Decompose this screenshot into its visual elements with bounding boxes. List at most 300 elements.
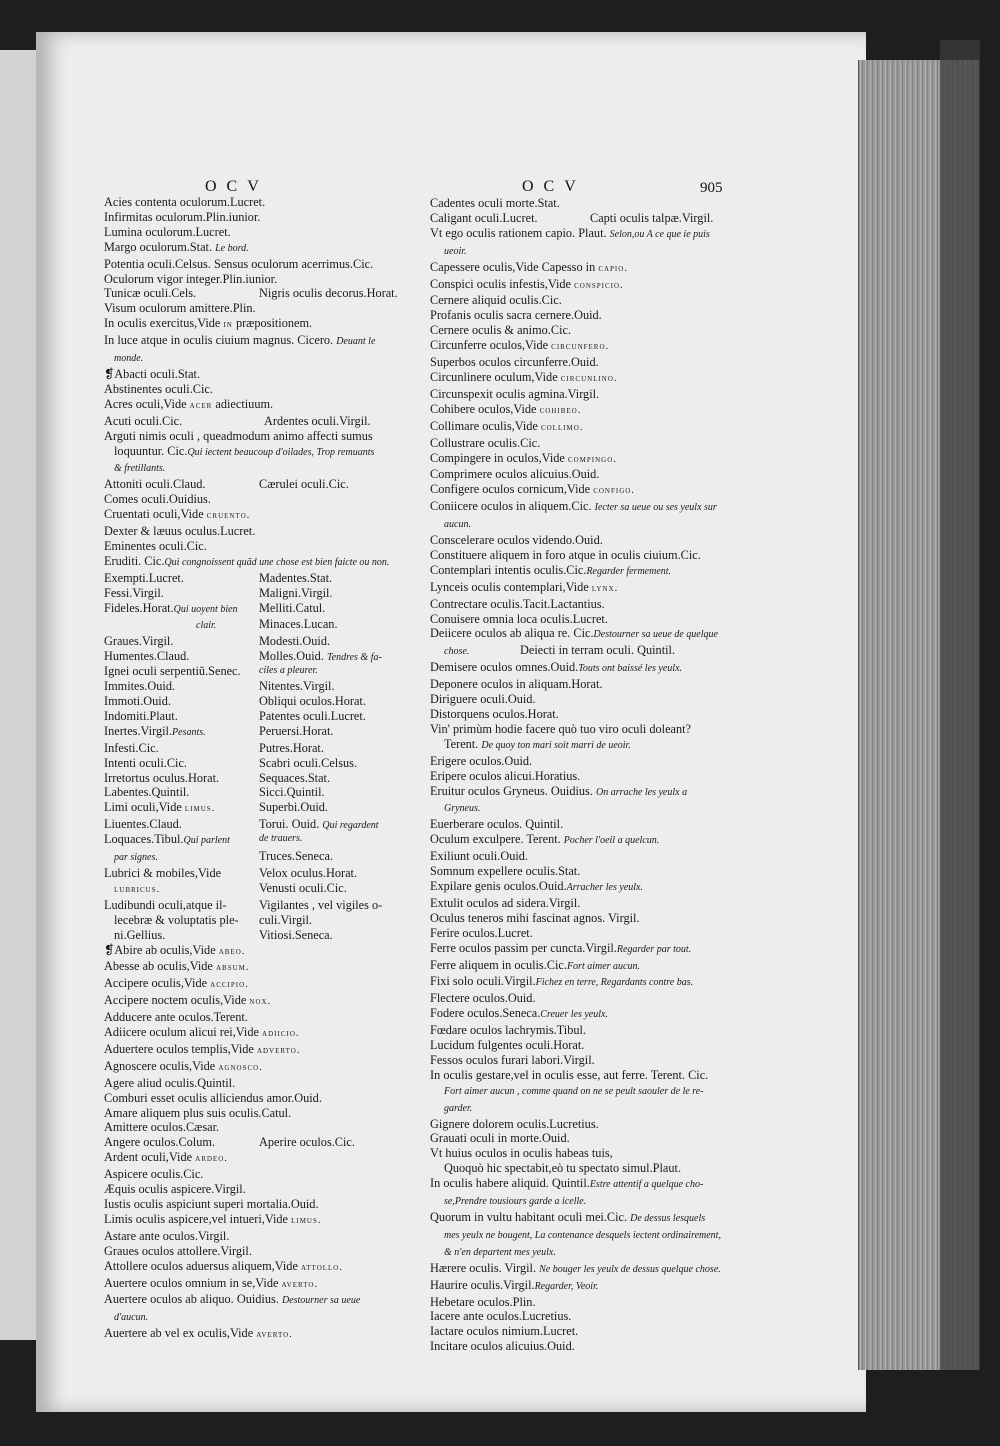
- entry-text: Limi oculi,Vide: [104, 800, 182, 815]
- entry-superbos: Superbos oculos circunferre.Ouid.: [430, 355, 599, 370]
- french-gloss: Qui uoyent bien: [173, 603, 238, 615]
- entry-text: Adiicere oculum alicui rei,Vide: [104, 1025, 259, 1040]
- french-gloss: & fretillants.: [114, 463, 166, 475]
- entry-text: Irretortus oculus.Horat.: [104, 770, 220, 785]
- cross-ref: ardeo.: [195, 1153, 228, 1165]
- entry-quorum: [430, 1210, 730, 1227]
- entry-cernere-animo: Cernere oculis & animo.Cic.: [430, 323, 572, 338]
- entry-haerere: [430, 1261, 730, 1278]
- entry-text: Torui. Ouid.: [259, 817, 320, 832]
- french-gloss: Qui iectent beaucoup d'oilades, Trop remuants: [187, 446, 375, 458]
- french-gloss: Deuant le: [336, 336, 376, 348]
- cross-ref: circunfero.: [551, 341, 610, 353]
- entry-text: Intenti oculi.Cic.: [104, 755, 187, 770]
- entry-cruentati: [104, 507, 424, 524]
- french-gloss: De quoy ton mari soit marri de ueoir.: [481, 739, 631, 751]
- french-gloss: monde.: [114, 353, 144, 365]
- entry-text: Collimare oculis,Vide: [430, 418, 538, 433]
- entry-compingere: [430, 451, 730, 468]
- entry-constituere: Constituere aliquem in foro atque in oculis ciuium.Cic.: [430, 547, 701, 562]
- entry-accipere-noctem: [104, 993, 424, 1010]
- cross-ref: nox.: [249, 996, 272, 1008]
- entry-text: Acres oculi,Vide: [104, 396, 187, 411]
- entry-text: Inertes.Virgil.: [104, 723, 173, 738]
- entry-limi: [104, 800, 424, 817]
- entry-coniicere: [430, 499, 730, 516]
- entry-text: Labentes.Quintil.: [104, 785, 190, 800]
- entry-text: Fessi.Virgil.: [104, 585, 164, 600]
- entry-astare: Astare ante oculos.Virgil.: [104, 1228, 230, 1243]
- entry-aequis: Æquis oculis aspicere.Virgil.: [104, 1182, 246, 1197]
- entry-text: Melliti.Catul.: [259, 600, 326, 615]
- entry-text: Compingere in oculos,Vide: [430, 450, 565, 465]
- french-gloss: Fort aimer aucun , comme quand on ne se peult saouler de le re-: [444, 1085, 704, 1097]
- entry-ferre: [430, 941, 730, 958]
- entry-vigor: Oculorum vigor integer.Plin.iunior.: [104, 271, 278, 286]
- entry-text: Attollere oculos aduersus aliquem,Vide: [104, 1258, 298, 1273]
- entry-text: Ferre aliquem in oculis.Cic.: [430, 957, 567, 972]
- entry-acuti: [104, 414, 424, 429]
- entry-text: Capessere oculis,Vide Capesso in: [430, 259, 596, 274]
- entry-text: lecebræ & voluptatis ple-: [114, 912, 239, 927]
- french-gloss: Selon,ou A ce que ie puis: [609, 228, 710, 240]
- french-gloss: de trauers.: [259, 833, 303, 845]
- french-gloss: Le bord.: [215, 242, 249, 254]
- page-number: 905: [700, 180, 723, 196]
- entry-ingestare-end: [430, 1100, 730, 1117]
- entry-text: Attoniti oculi.Claud.: [104, 477, 206, 492]
- french-gloss: Arracher les yeulx.: [566, 881, 643, 893]
- entry-text: Fixi solo oculi.Virgil.: [430, 974, 536, 989]
- entry-quoquo: Quoquò hic spectabit,eò tu spectato simul.Plaut.: [444, 1161, 682, 1176]
- cross-ref: adverto.: [256, 1044, 301, 1056]
- entry-quorum-cont: [430, 1227, 730, 1244]
- french-gloss: Regarder fermement.: [586, 565, 672, 577]
- entry-text: Cruentati oculi,Vide: [104, 507, 204, 522]
- entry-limis: [104, 1212, 424, 1229]
- cross-ref: conspicio.: [574, 279, 624, 291]
- entry-cernere: Cernere aliquid oculis.Cic.: [430, 293, 562, 308]
- french-gloss: Pocher l'oeil a quelcun.: [563, 835, 660, 847]
- entry-fessi: [104, 586, 424, 601]
- entry-text: Potentia oculi.Celsus.: [104, 256, 211, 271]
- entry-vin-cont: [430, 737, 730, 754]
- entry-text: Auertere ab vel ex oculis,Vide: [104, 1326, 254, 1341]
- entry-text: Agnoscere oculis,Vide: [104, 1058, 216, 1073]
- entry-text: Superbi.Ouid.: [259, 800, 328, 815]
- entry-text: Eruitur oculos Gryneus. Ouidius.: [430, 783, 593, 798]
- entry-text: Sicci.Quintil.: [259, 785, 325, 800]
- entry-agere: Agere aliud oculis.Quintil.: [104, 1075, 236, 1090]
- entry-text: Cærulei oculi.Cic.: [259, 477, 349, 492]
- entry-inluce-cont: [104, 350, 424, 367]
- french-gloss: Gryneus.: [444, 803, 481, 815]
- entry-text: Ferre oculos passim per cuncta.Virgil.: [430, 940, 617, 955]
- entry-cohibere: [430, 402, 730, 419]
- cross-ref: abeo.: [218, 945, 246, 957]
- cross-ref: acer: [189, 399, 213, 411]
- entry-somnum: Somnum expellere oculis.Stat.: [430, 864, 581, 879]
- entry-inoculis: [104, 316, 424, 333]
- cross-ref: averto.: [256, 1329, 293, 1341]
- entry-text: Aduertere oculos templis,Vide: [104, 1041, 254, 1056]
- entry-text: Immoti.Ouid.: [104, 694, 171, 708]
- entry-aduertere: [104, 1042, 424, 1059]
- entry-labentes: [104, 785, 424, 800]
- entry-text: Coniicere oculos in aliquem.Cic.: [430, 499, 592, 514]
- entry-vin: Vin' primùm hodie facere quò tuo viro oculi doleant?: [430, 721, 692, 736]
- entry-text: Abesse ab oculis,Vide: [104, 959, 213, 974]
- entry-oculum: [430, 832, 730, 849]
- left-column: [104, 195, 424, 1343]
- entry-text: Quorum in vultu habitant oculi mei.Cic.: [430, 1210, 628, 1224]
- entry-text: Scabri oculi.Celsus.: [259, 755, 358, 770]
- entry-distorquens: Distorquens oculos.Horat.: [430, 707, 559, 721]
- entry-inoculis-cont: [430, 1193, 730, 1210]
- french-gloss: se,Prendre tousiours garde a icelle.: [444, 1196, 587, 1208]
- entry-fodere: [430, 1006, 730, 1023]
- entry-text: præpositionem.: [235, 316, 313, 331]
- cross-ref: attollo.: [301, 1261, 343, 1273]
- entry-text: Minaces.Lucan.: [259, 617, 338, 632]
- entry-text: Deiecti in terram oculi. Quintil.: [520, 643, 676, 658]
- french-gloss: Touts ont baissé les yeulx.: [578, 663, 683, 675]
- entry-haurire: [430, 1278, 730, 1295]
- entry-text: Demisere oculos omnes.Ouid.: [430, 660, 579, 675]
- entry-ludibundi-end: [104, 928, 424, 943]
- cross-ref: agnosco.: [218, 1061, 263, 1073]
- entry-graues: [104, 634, 424, 649]
- entry-exiliunt: Exiliunt oculi.Ouid.: [430, 849, 529, 864]
- entry-abstinentes: Abstinentes oculi.Cic.: [104, 381, 213, 396]
- entry-demisere: [430, 660, 730, 677]
- entry-visum: Visum oculorum amittere.Plin.: [104, 301, 256, 316]
- entry-collustrare: Collustrare oculis.Cic.: [430, 435, 541, 450]
- entry-text: Accipere oculis,Vide: [104, 976, 208, 991]
- entry-auertere-ab-cont: [104, 1309, 424, 1326]
- entry-text: Acuti oculi.Cic.: [104, 413, 183, 428]
- entry-text: Eruditi. Cic.: [104, 553, 165, 568]
- french-gloss: Ne bouger les yeulx de dessus quelque chose.: [539, 1263, 721, 1275]
- entry-immoti: [104, 694, 424, 709]
- entry-text: Sensus oculorum acerrimus.Cic.: [214, 256, 374, 271]
- french-gloss: chose.: [444, 646, 470, 658]
- entry-text: Configere oculos cornicum,Vide: [430, 482, 591, 497]
- entry-text: Madentes.Stat.: [259, 570, 333, 585]
- french-gloss: Regarder par tout.: [616, 943, 692, 955]
- entry-infirmitas: Infirmitas oculorum.Plin.iunior.: [104, 209, 261, 224]
- entry-text: Ardent oculi,Vide: [104, 1150, 193, 1165]
- entry-auertere-ab: [104, 1292, 424, 1309]
- entry-text: Vitiosi.Seneca.: [259, 927, 333, 942]
- entry-capessere: [430, 260, 730, 277]
- entry-circunlinere: [430, 370, 730, 387]
- french-gloss: Creuer les yeulx.: [540, 1009, 608, 1021]
- entry-text: Peruersi.Horat.: [259, 723, 334, 738]
- entry-ignei: [104, 664, 424, 679]
- book-cover-edge: [940, 40, 980, 1370]
- entry-fessos: Fessos oculos furari labori.Virgil.: [430, 1052, 595, 1067]
- french-gloss: Qui regardent: [322, 820, 379, 832]
- entry-deiicere: [430, 626, 730, 643]
- french-gloss: d'aucun.: [114, 1312, 149, 1324]
- entry-comes: Comes oculi.Ouidius.: [104, 492, 211, 507]
- entry-fixi: [430, 974, 730, 991]
- french-gloss: Qui parlent: [183, 835, 230, 847]
- entry-abire: [104, 943, 424, 960]
- entry-text: Accipere noctem oculis,Vide: [104, 993, 247, 1008]
- entry-quorum-end: [430, 1244, 730, 1261]
- cross-ref: cruento.: [206, 510, 251, 522]
- entry-inoculis-habere: [430, 1176, 730, 1193]
- entry-ingestare-cont: [430, 1083, 730, 1100]
- entry-diriguere: Diriguere oculi.Ouid.: [430, 692, 536, 707]
- entry-text: Truces.Seneca.: [259, 849, 333, 864]
- entry-text: Venusti oculi.Cic.: [259, 880, 347, 895]
- entry-angere: [104, 1135, 424, 1150]
- french-gloss: Destourner sa ueue: [281, 1295, 361, 1307]
- entry-text: Deiicere oculos ab aliqua re. Cic.: [430, 626, 594, 641]
- entry-auertere: [104, 1276, 424, 1293]
- entry-erigere: Erigere oculos.Ouid.: [430, 753, 533, 768]
- french-gloss: garder.: [444, 1102, 473, 1114]
- entry-text: Fideles.Horat.: [104, 600, 174, 615]
- entry-gignere: Gignere dolorem oculis.Lucretius.: [430, 1116, 599, 1131]
- french-gloss: & n'en departent mes yeulx.: [444, 1246, 556, 1258]
- entry-deponere: Deponere oculos in aliquam.Horat.: [430, 677, 603, 692]
- cross-ref: cohibeo.: [539, 404, 582, 416]
- entry-vtego: [430, 226, 730, 243]
- entry-text: Fodere oculos.Seneca.: [430, 1006, 541, 1021]
- entry-oculus: Oculus teneros mihi fascinat agnos. Virgil.: [430, 910, 640, 925]
- entry-ferre-aliquem: [430, 958, 730, 975]
- right-column: [430, 196, 730, 1354]
- cross-ref: accipio.: [210, 979, 249, 991]
- entry-potentia: [104, 257, 424, 272]
- entry-ingestare: In oculis gestare,vel in oculis esse, aut ferre. Terent. Cic.: [430, 1067, 709, 1082]
- entry-text: In oculis exercitus,Vide: [104, 316, 221, 331]
- entry-eripere: Eripere oculos alicui.Horatius.: [430, 768, 581, 783]
- entry-iactare: Iactare oculos nimium.Lucret.: [430, 1324, 579, 1339]
- entry-text: Loquaces.Tibul.: [104, 832, 184, 847]
- entry-configere: [430, 482, 730, 499]
- entry-text: Indomiti.Plaut.: [104, 708, 178, 723]
- entry-text: Molles.Ouid.: [259, 649, 324, 664]
- entry-contemplari: [430, 563, 730, 580]
- cross-ref: lubricus.: [114, 883, 161, 895]
- running-head-left: OCV: [205, 178, 269, 195]
- entry-abacti: ❡Abacti oculi.Stat.: [104, 366, 201, 381]
- entry-ludibundi: [104, 898, 424, 913]
- entry-text: Tunicæ oculi.Cels.: [104, 286, 197, 301]
- cross-ref: adiicio.: [262, 1028, 300, 1040]
- entry-text: In oculis habere aliquid. Quintil.: [430, 1176, 590, 1191]
- entry-caligant: [430, 211, 730, 226]
- entry-liuentes: [104, 817, 424, 832]
- entry-text: Maligni.Virgil.: [259, 585, 333, 600]
- entry-ludibundi-cont: [104, 913, 424, 928]
- entry-eruitur: [430, 784, 730, 801]
- entry-arguti-cont: [104, 444, 424, 461]
- entry-inertes: [104, 724, 424, 741]
- entry-auertere-ex: [104, 1326, 424, 1343]
- entry-expilare: [430, 879, 730, 896]
- entry-text: Immites.Ouid.: [104, 679, 176, 694]
- entry-text: Velox oculus.Horat.: [259, 865, 358, 880]
- entry-text: adiectiuum.: [215, 396, 274, 411]
- entry-iacere: Iacere ante oculos.Lucretius.: [430, 1309, 572, 1324]
- entry-text: Humentes.Claud.: [104, 649, 190, 664]
- entry-text: Conspici oculis infestis,Vide: [430, 276, 572, 291]
- entry-aspicere: Aspicere oculis.Cic.: [104, 1167, 204, 1182]
- entry-acres: [104, 397, 424, 414]
- entry-contrectare: Contrectare oculis.Tacit.Lactantius.: [430, 596, 605, 611]
- entry-exempti: [104, 571, 424, 586]
- entry-text: Modesti.Ouid.: [259, 634, 331, 649]
- cross-ref: limus.: [184, 803, 216, 815]
- entry-hebetare: Hebetare oculos.Plin.: [430, 1294, 536, 1309]
- entry-text: Cohibere oculos,Vide: [430, 401, 537, 416]
- cross-ref: absum.: [215, 962, 250, 974]
- cross-ref: lynx.: [591, 582, 619, 594]
- entry-text: ❡Abire ab oculis,Vide: [104, 942, 216, 957]
- entry-incitare: Incitare oculos alicuius.Ouid.: [430, 1339, 575, 1354]
- french-gloss: Destourner sa ueue de quelque: [593, 629, 718, 641]
- cross-ref: collimo.: [540, 421, 584, 433]
- entry-adiicere: [104, 1025, 424, 1042]
- entry-text: Contemplari intentis oculis.Cic.: [430, 562, 587, 577]
- entry-conscelerare: Conscelerare oculos videndo.Ouid.: [430, 533, 603, 548]
- entry-text: In luce atque in oculis ciuium magnus. Cicero.: [104, 333, 334, 348]
- entry-grauati: Grauati oculi in morte.Ouid.: [430, 1131, 570, 1146]
- cross-ref: averto.: [281, 1278, 319, 1290]
- entry-inluce: [104, 333, 424, 350]
- entry-circunferre: [430, 338, 730, 355]
- cross-ref: in: [223, 319, 233, 331]
- french-gloss: aucun.: [444, 519, 471, 531]
- entry-infesti: [104, 741, 424, 756]
- french-gloss: Qui congnoissent quãd une chose est bien faicte ou non.: [164, 556, 390, 568]
- entry-vthuius: Vt huius oculos in oculis habeas tuis,: [430, 1146, 613, 1161]
- entry-text: Liuentes.Claud.: [104, 817, 182, 832]
- entry-text: Haurire oculis.Virgil.: [430, 1277, 535, 1292]
- entry-dexter: Dexter & læuus oculus.Lucret.: [104, 524, 256, 539]
- cross-ref: capio.: [598, 262, 628, 274]
- entry-coniicere-cont: [430, 516, 730, 533]
- entry-flectere: Flectere oculos.Ouid.: [430, 991, 536, 1006]
- entry-agnoscere: [104, 1059, 424, 1076]
- entry-text: Caligant oculi.Lucret.: [430, 210, 538, 225]
- entry-text: Lynceis oculis contemplari,Vide: [430, 579, 589, 594]
- entry-vtego-cont: [430, 243, 730, 260]
- entry-text: Putres.Horat.: [259, 740, 324, 755]
- entry-text: Limis oculis aspicere,vel intueri,Vide: [104, 1211, 289, 1226]
- french-gloss: Pesants.: [172, 726, 206, 738]
- entry-euerberare: Euerberare oculos. Quintil.: [430, 817, 564, 832]
- entry-text: Capti oculis talpæ.Virgil.: [590, 210, 714, 225]
- entry-loquaces-cont: [104, 849, 424, 866]
- entry-margo: [104, 240, 424, 257]
- entry-collimare: [430, 419, 730, 436]
- entry-text: Auertere oculos ab aliquo. Ouidius.: [104, 1292, 279, 1307]
- entry-text: Terent.: [444, 736, 479, 751]
- french-gloss: Iecter sa ueue ou ses yeulx sur: [594, 502, 717, 514]
- entry-lubrici: [104, 866, 424, 881]
- french-gloss: Fichez en terre, Regardants contre bas.: [535, 977, 694, 989]
- entry-deiicere-cont: [430, 643, 730, 660]
- entry-comburi: Comburi esset oculis alliciendus amor.Ouid.: [104, 1090, 322, 1105]
- entry-text: Circunferre oculos,Vide: [430, 338, 549, 353]
- entry-text: loquuntur. Cic.: [114, 443, 188, 458]
- entry-comprimere: Comprimere oculos alicuius.Ouid.: [430, 467, 600, 482]
- entry-amittere: Amittere oculos.Cæsar.: [104, 1120, 220, 1135]
- entry-intenti: [104, 756, 424, 771]
- entry-lumina: Lumina oculorum.Lucret.: [104, 224, 231, 239]
- entry-eminentes: Eminentes oculi.Cic.: [104, 538, 207, 553]
- entry-eruitur-cont: [430, 800, 730, 817]
- entry-text: ni.Gellius.: [114, 927, 166, 942]
- cross-ref: compingo.: [567, 453, 617, 465]
- french-gloss: Estre attentif a quelque cho-: [589, 1179, 704, 1191]
- entry-iustis: Iustis oculis aspiciunt superi mortalia.Ouid.: [104, 1197, 319, 1211]
- entry-arguti: Arguti nimis oculi , queadmodum animo affecti sumus: [104, 428, 373, 443]
- entry-text: Ludibundi oculi,atque il-: [104, 897, 227, 912]
- entry-text: Ardentes oculi.Virgil.: [264, 413, 371, 428]
- entry-fideles: [104, 601, 424, 618]
- french-gloss: par signes.: [114, 852, 158, 864]
- entry-text: Nigris oculis decorus.Horat.: [259, 286, 398, 301]
- french-gloss: Fort aimer aucun.: [566, 960, 640, 972]
- entry-lucidum: Lucidum fulgentes oculi.Horat.: [430, 1038, 585, 1053]
- entry-arguti-gloss: [104, 460, 424, 477]
- entry-text: Graues.Virgil.: [104, 634, 174, 649]
- entry-text: Nitentes.Virgil.: [259, 679, 335, 694]
- entry-text: Ignei oculi serpentiũ.Senec.: [104, 664, 241, 679]
- entry-text: Sequaces.Stat.: [259, 770, 331, 785]
- entry-text: Aperire oculos.Cic.: [259, 1135, 355, 1150]
- entry-tunicae: [104, 286, 424, 301]
- entry-text: Vigilantes , vel vigiles o-: [259, 897, 383, 912]
- entry-attollere: [104, 1259, 424, 1276]
- entry-text: Oculum exculpere. Terent.: [430, 832, 561, 847]
- entry-text: Exempti.Lucret.: [104, 570, 184, 585]
- french-gloss: ciles a pleurer.: [259, 665, 318, 677]
- entry-text: Vt ego oculis rationem capio. Plaut.: [430, 225, 607, 240]
- entry-accipere: [104, 976, 424, 993]
- cross-ref: circunlino.: [560, 372, 618, 384]
- entry-conuisere: Conuisere omnia loca oculis.Lucret.: [430, 611, 608, 626]
- french-gloss: ueoir.: [444, 245, 467, 257]
- entry-attoniti: [104, 477, 424, 492]
- entry-graues-attollere: Graues oculos attollere.Virgil.: [104, 1243, 252, 1258]
- entry-circunspexit: Circunspexit oculis agmina.Virgil.: [430, 386, 600, 401]
- entry-loquaces: [104, 832, 424, 849]
- french-gloss: clair.: [196, 620, 217, 632]
- entry-text: Expilare genis oculos.Ouid.: [430, 878, 567, 893]
- entry-adducere: Adducere ante oculos.Terent.: [104, 1010, 248, 1025]
- french-gloss: De dessus lesquels: [630, 1213, 706, 1224]
- running-head-right: OCV: [522, 178, 586, 195]
- entry-eruditi: [104, 554, 424, 571]
- french-gloss: mes yeulx ne bougent, La contenance desquels iectent ordinairement,: [444, 1229, 721, 1241]
- entry-acies: Acies contenta oculorum.Lucret.: [104, 195, 266, 209]
- french-gloss: Regarder, Veoir.: [534, 1280, 599, 1292]
- french-gloss: On arrache les yeulx a: [596, 786, 688, 798]
- entry-text: Patentes oculi.Lucret.: [259, 708, 366, 723]
- entry-text: culi.Virgil.: [259, 912, 313, 927]
- entry-indomiti: [104, 709, 424, 724]
- entry-profanis: Profanis oculis sacra cernere.Ouid.: [430, 308, 602, 323]
